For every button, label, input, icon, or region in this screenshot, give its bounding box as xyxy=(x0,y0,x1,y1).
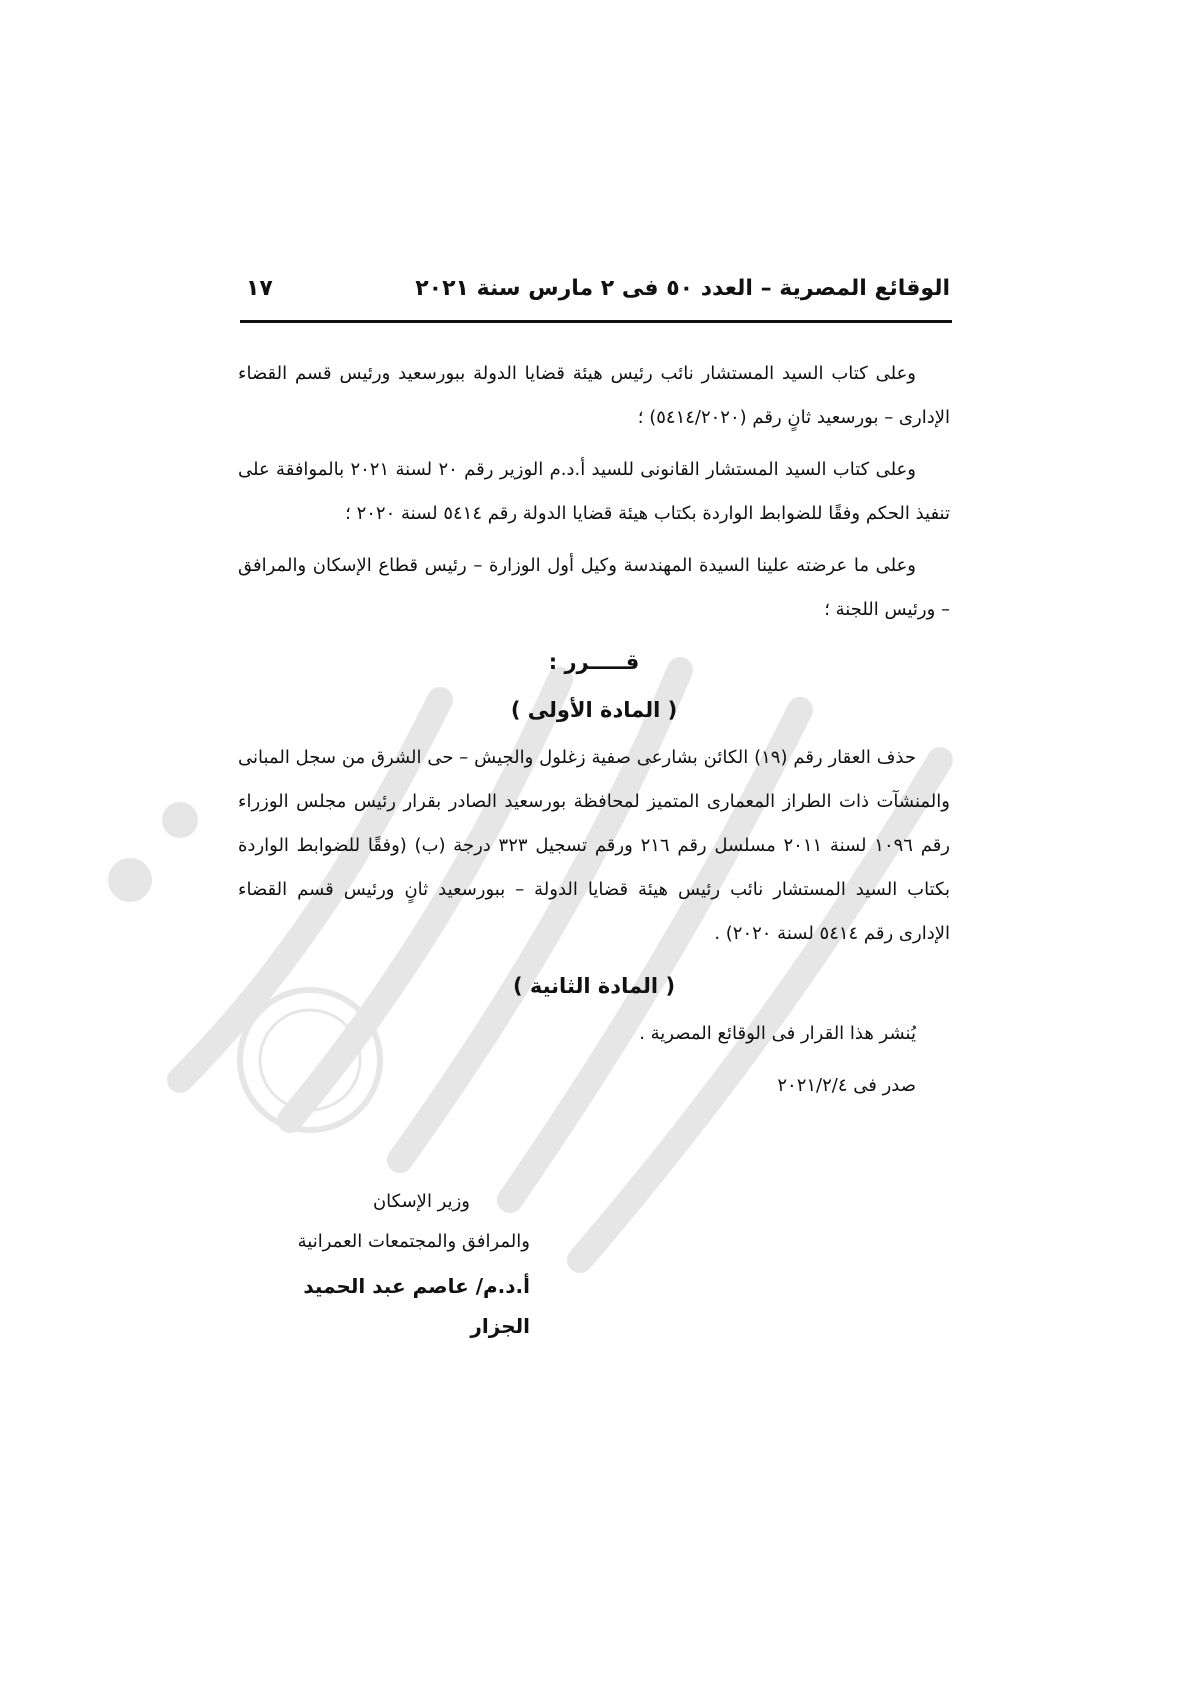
preamble-paragraph: وعلى كتاب السيد المستشار نائب رئيس هيئة قضايا الدولة ببورسعيد ورئيس قسم القضاء الإدارى – بورسعيد ثانٍ رقم (٥٤١٤/٢٠٢٠) ؛ xyxy=(238,363,950,428)
gazette-title: الوقائع المصرية – العدد ٥٠ فى ٢ مارس سنة ٢٠٢١ xyxy=(415,276,950,301)
decree-heading: قـــــرر : xyxy=(548,650,640,674)
article-1-text: حذف العقار رقم (١٩) الكائن بشارعى صفية زغلول والجيش – حى الشرق من سجل المبانى والمنشآت ذات الطراز المعمارى المتميز لمحافظة بورسعيد الصادر بقرار رئيس مجلس الوزراء رقم ١٠٩٦ لسنة ٢٠١١ مسلسل رقم ٢١٦ ورقم تسجيل ٣٢٣ درجة (ب) (وفقًا للضوابط الواردة بكتاب السيد المستشار نائب رئيس هيئة قضايا الدولة – ببورسعيد ثانٍ ورئيس قسم القضاء الإدارى رقم ٥٤١٤ لسنة ٢٠٢٠) . xyxy=(238,747,951,944)
preamble-paragraph: وعلى ما عرضته علينا السيدة المهندسة وكيل أول الوزارة – رئيس قطاع الإسكان والمرافق – ورئيس اللجنة ؛ xyxy=(238,555,950,620)
document-body xyxy=(238,352,950,1116)
header-divider xyxy=(240,320,952,323)
page-header xyxy=(240,270,950,318)
minister-name: أ.د.م/ عاصم عبد الحميد الجزار xyxy=(303,1274,530,1338)
article-1-heading: ( المادة الأولى ) xyxy=(510,698,678,722)
minister-title-line-1: وزير الإسكان xyxy=(372,1191,470,1212)
issue-date: صدر فى ٢٠٢١/٢/٤ xyxy=(777,1075,916,1096)
preamble-paragraph: وعلى كتاب السيد المستشار القانونى للسيد أ.د.م الوزير رقم ٢٠ لسنة ٢٠٢١ بالموافقة على تنفيذ الحكم وفقًا للضوابط الواردة بكتاب هيئة قضايا الدولة رقم ٥٤١٤ لسنة ٢٠٢٠ ؛ xyxy=(238,459,950,524)
watermark-dot xyxy=(108,858,152,902)
signature-block xyxy=(240,1182,530,1346)
watermark-dot xyxy=(162,802,198,838)
page-number: ١٧ xyxy=(246,276,273,301)
article-2-heading: ( المادة الثانية ) xyxy=(512,974,676,998)
minister-title-line-2: والمرافق والمجتمعات العمرانية xyxy=(297,1231,530,1252)
article-2-text: يُنشر هذا القرار فى الوقائع المصرية . xyxy=(639,1023,916,1044)
